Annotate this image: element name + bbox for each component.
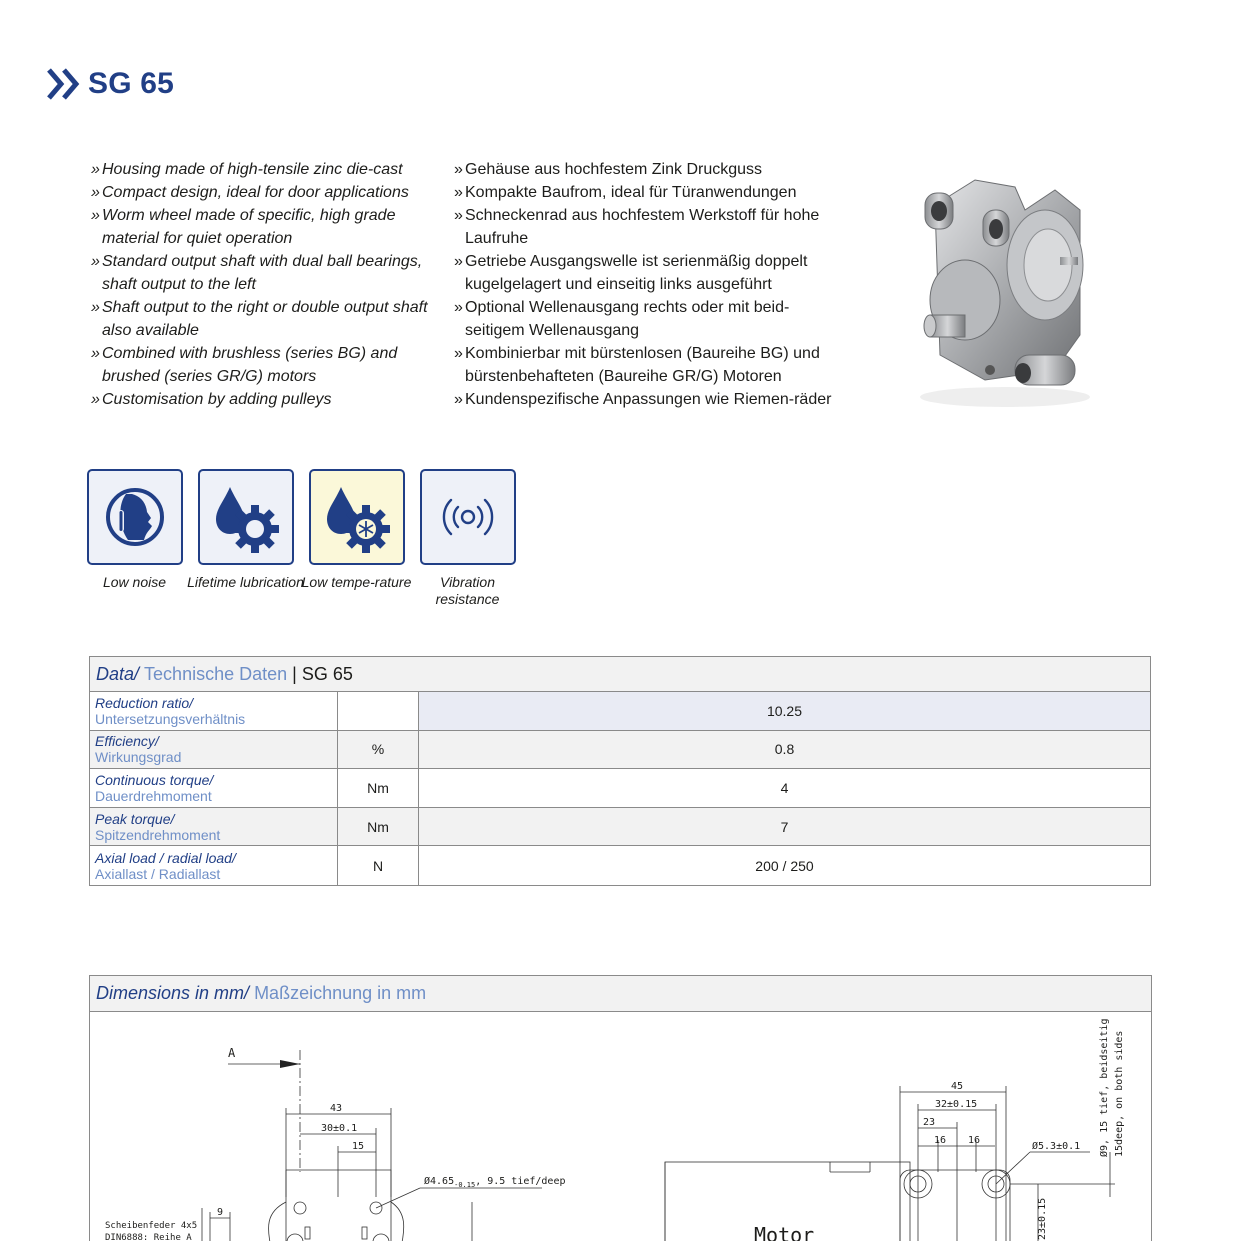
feature-item: » Gehäuse aus hochfestem Zink Druckguss bbox=[454, 158, 834, 181]
quiet-face-icon bbox=[104, 486, 166, 548]
feature-item: » Combined with brushless (series BG) and brushed (series GR/G) motors bbox=[91, 342, 441, 388]
drop-gear-snowflake-icon bbox=[319, 479, 395, 555]
table-row: Axial load / radial load/ Axiallast / Radiallast N 200 / 250 bbox=[90, 846, 1150, 885]
dim-label: 30±0.1 bbox=[321, 1123, 358, 1134]
feature-item: » Optional Wellenausgang rechts oder mit beid-seitigem Wellenausgang bbox=[454, 296, 834, 342]
icon-vibration-resistance bbox=[419, 469, 516, 608]
dim-label: 23±0.15 bbox=[1037, 1197, 1048, 1240]
icon-low-noise bbox=[86, 469, 183, 608]
icon-caption: Low tempe-rature bbox=[301, 574, 412, 590]
gearbox-product-image bbox=[905, 165, 1105, 415]
feature-item: » Kombinierbar mit bürstenlosen (Baureihe BG) und bürstenbehafteten (Baureihe GR/G) Motoren bbox=[454, 342, 834, 388]
drop-gear-icon bbox=[208, 479, 284, 555]
view-a-label: A bbox=[228, 1046, 236, 1060]
feature-item: » Housing made of high-tensile zinc die-cast bbox=[91, 158, 441, 181]
table-row: Continuous torque/ Dauerdrehmoment Nm 4 bbox=[90, 769, 1150, 808]
key-note: DIN6888: Reihe A bbox=[105, 1233, 192, 1241]
side-note: 15deep, on both sides bbox=[1114, 1030, 1125, 1157]
icon-caption: Lifetime lubrication bbox=[187, 574, 304, 590]
feature-item: » Customisation by adding pulleys bbox=[91, 388, 441, 411]
feature-item: » Getriebe Ausgangswelle ist serienmäßig doppelt kugelgelagert und einseitig links ausgeführt bbox=[454, 250, 834, 296]
dim-label: 15 bbox=[352, 1141, 365, 1152]
dim-label: $Ø4.65_{-0.15}$, 9.5 tief/deep bbox=[424, 1176, 566, 1189]
dim-label: 16 bbox=[934, 1135, 947, 1146]
dim-label: 23 bbox=[923, 1117, 936, 1128]
vibration-icon bbox=[436, 485, 500, 549]
features-german bbox=[454, 158, 834, 411]
dim-label: 32±0.15 bbox=[935, 1099, 978, 1110]
feature-item: » Schneckenrad aus hochfestem Werkstoff für hohe Laufruhe bbox=[454, 204, 834, 250]
table-title: Data / Technische Daten | SG 65 bbox=[90, 657, 1150, 692]
dim-label: 43 bbox=[330, 1103, 343, 1114]
feature-item: » Compact design, ideal for door applications bbox=[91, 181, 441, 204]
table-row: Peak torque/ Spitzendrehmoment Nm 7 bbox=[90, 808, 1150, 847]
dim-label: 45 bbox=[951, 1081, 964, 1092]
feature-item: » Standard output shaft with dual ball bearings, shaft output to the left bbox=[91, 250, 441, 296]
icon-caption: Vibration resistance bbox=[435, 574, 500, 607]
dim-label: Ø5.3±0.1 bbox=[1032, 1141, 1081, 1152]
page-title-row bbox=[46, 64, 174, 104]
feature-item: » Worm wheel made of specific, high grade material for quiet operation bbox=[91, 204, 441, 250]
double-chevron-icon bbox=[46, 67, 82, 101]
dim-label: 16 bbox=[968, 1135, 981, 1146]
feature-icons bbox=[86, 469, 530, 608]
key-note: Scheibenfeder 4x5 bbox=[105, 1221, 198, 1231]
icon-lifetime-lubrication bbox=[187, 469, 304, 608]
dimension-drawing bbox=[90, 1012, 1151, 1241]
dimensions-title: Dimensions in mm / Maßzeichnung in mm bbox=[90, 976, 1151, 1012]
dim-label: 9 bbox=[217, 1207, 224, 1218]
features-english bbox=[91, 158, 441, 411]
feature-item: » Kundenspezifische Anpassungen wie Riemen-räder bbox=[454, 388, 834, 411]
icon-caption: Low noise bbox=[102, 574, 167, 590]
dimensions-section bbox=[89, 975, 1152, 1241]
side-note: Ø9, 15 tief, beidseitig bbox=[1099, 1018, 1110, 1157]
technical-data-table bbox=[89, 656, 1151, 886]
page-title: SG 65 bbox=[88, 67, 175, 100]
feature-item: » Shaft output to the right or double output shaft also available bbox=[91, 296, 441, 342]
table-row: Efficiency/ Wirkungsgrad % 0.8 bbox=[90, 731, 1150, 770]
table-row: Reduction ratio/ Untersetzungsverhältnis 10.25 bbox=[90, 692, 1150, 731]
motor-label: Motor bbox=[754, 1223, 815, 1241]
feature-item: » Kompakte Baufrom, ideal für Türanwendungen bbox=[454, 181, 834, 204]
icon-low-temperature bbox=[301, 469, 412, 608]
